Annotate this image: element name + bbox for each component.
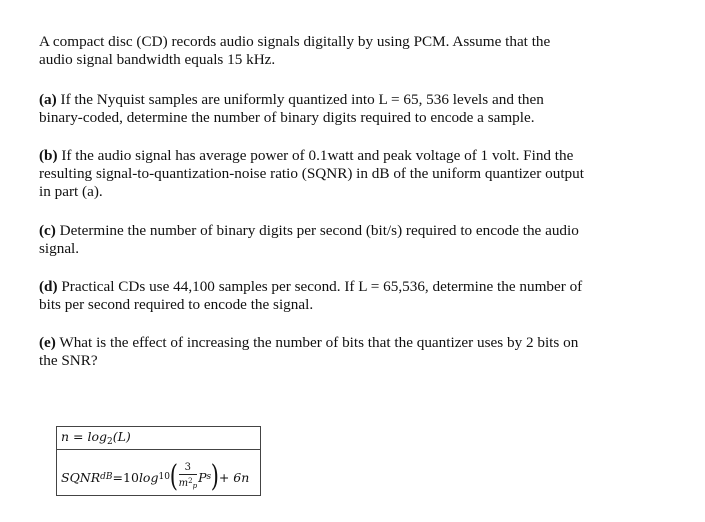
part-a-line-1: If the Nyquist samples are uniformly quantized into L = 65, 536 levels and then xyxy=(56,91,544,108)
part-d-line-2: bits per second required to encode the signal. xyxy=(39,296,314,313)
intro-line-1: A compact disc (CD) records audio signals digitally by using PCM. Assume that the xyxy=(39,33,551,50)
part-c-line-1: Determine the number of binary digits per second (bit/s) required to encode the audio xyxy=(55,222,579,239)
part-b-line-3: in part (a). xyxy=(39,183,103,200)
part-d-label: (d) xyxy=(39,278,58,295)
formula-bits-per-sample xyxy=(61,429,131,447)
formula-sqnr xyxy=(61,459,250,494)
part-c-paragraph xyxy=(39,222,639,258)
part-e-line-2: the SNR? xyxy=(39,352,98,369)
f2-den-var: m xyxy=(178,478,189,489)
part-b-paragraph xyxy=(39,147,639,201)
f2-fn: log xyxy=(138,469,159,485)
part-b-line-1: If the audio signal has average power of 0.1watt and peak voltage of 1 volt. Find the xyxy=(57,147,574,164)
intro-line-2: audio signal bandwidth equals 15 kHz. xyxy=(39,51,276,68)
part-a-label: (a) xyxy=(39,91,57,108)
f2-denominator xyxy=(179,476,197,492)
part-d-paragraph xyxy=(39,278,639,314)
f2-ps: P xyxy=(198,469,207,485)
f1-fn: log xyxy=(87,429,108,444)
f1-arg: (L) xyxy=(112,429,131,444)
f2-fraction xyxy=(179,462,197,492)
part-b-label: (b) xyxy=(39,147,58,164)
f2-tail: + 6n xyxy=(218,469,250,485)
part-e-label: (e) xyxy=(39,334,56,351)
part-d-line-1: Practical CDs use 44,100 samples per second. If L = 65,536, determine the number of xyxy=(57,278,583,295)
f1-base: 2 xyxy=(107,437,113,447)
part-e-paragraph xyxy=(39,334,639,370)
f2-fraction-bar xyxy=(179,474,197,475)
part-a-paragraph xyxy=(39,91,639,127)
part-a-line-2: binary-coded, determine the number of binary digits required to encode a sample. xyxy=(39,109,535,126)
f2-left-paren: ( xyxy=(169,459,178,494)
f2-numerator: 3 xyxy=(184,462,192,473)
f2-coef: 10 xyxy=(123,469,139,485)
intro-paragraph xyxy=(39,33,639,69)
f2-ps-sub: s xyxy=(206,472,212,482)
formula-box xyxy=(56,426,261,496)
part-b-line-2: resulting signal-to-quantization-noise ratio (SQNR) in dB of the uniform quantizer output xyxy=(39,165,584,182)
f2-base: 10 xyxy=(158,472,170,482)
part-c-line-2: signal. xyxy=(39,240,80,257)
f2-lhs: SQNR xyxy=(61,469,101,485)
f1-lhs: n xyxy=(61,429,70,444)
f2-right-paren: ) xyxy=(210,459,220,494)
f2-lhs-sub: dB xyxy=(100,472,113,482)
f2-den-sup: 2 xyxy=(188,477,193,485)
f2-den-sub: p xyxy=(192,482,198,490)
part-e-line-1: What is the effect of increasing the number of bits that the quantizer uses by 2 bits on xyxy=(55,334,579,351)
formula-divider xyxy=(57,449,260,450)
f2-equals: = xyxy=(112,469,124,485)
part-c-label: (c) xyxy=(39,222,56,239)
f1-equals: = xyxy=(69,429,88,444)
